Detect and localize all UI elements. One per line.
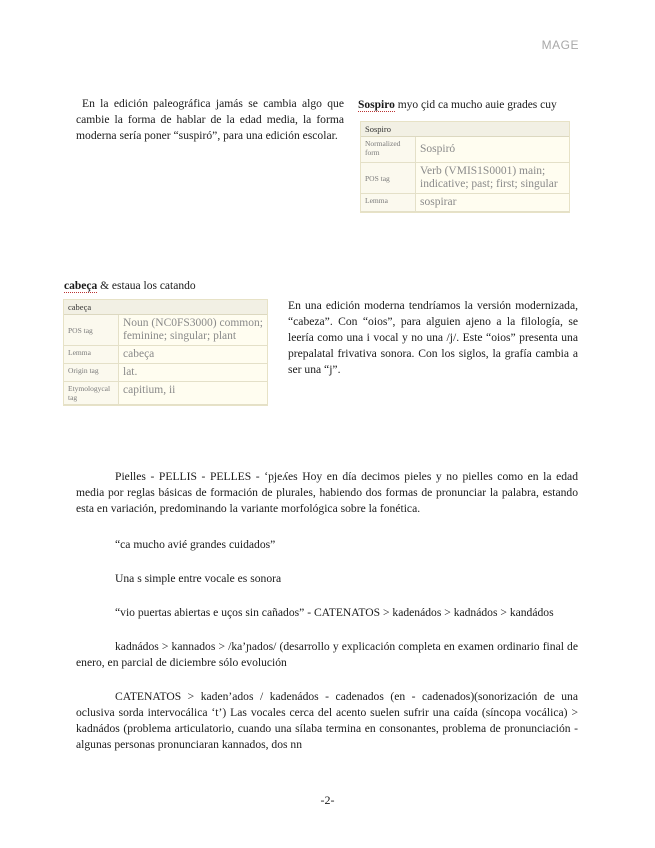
tooltip-key: POS tag [64, 315, 119, 346]
tooltip-title: Sospiro [361, 122, 569, 137]
tooltip-row [64, 315, 267, 346]
tooltip-value: lat. [119, 364, 268, 382]
annotated-line-1 [358, 99, 557, 111]
body-paragraph: Una s simple entre vocale es sonora [115, 572, 282, 585]
tooltip-key: Etymologycal tag [64, 382, 119, 405]
tooltip-table [361, 137, 569, 212]
tooltip-key: Origin tag [64, 364, 119, 382]
page-number: -2- [320, 793, 335, 807]
annotated-line-text: & estaua los catando [97, 280, 196, 292]
paragraph-paleographic: En la edición paleográfica jamás se cambia algo que cambie la forma de hablar de la edad media, la forma moderna sería poner “suspiró”, para una edición escolar. [76, 97, 344, 142]
annotated-line-text: myo çid ca mucho auie grades cuy [394, 99, 557, 111]
tooltip-row [64, 382, 267, 405]
body-paragraph: CATENATOS > kaden’ados / kadenádos - cadenados (en - cadenados)(sonorización de una oclusiva sorda intervocálica ‘t’) Las vocales cerca del acento suelen sufrir una caída (síncopa vocálica) > kadnádos (problema articulatorio, cuando una sílaba termina en consonantes, problema de pronunciación - algunas personas pronunciaran kannados, dos nn [76, 690, 578, 751]
body-paragraph: Pielles - PELLIS - PELLES - ‘pjeʎes Hoy en día decimos pieles y no pielles como en la edad media por reglas básicas de formación de plurales, habiendo dos formas de pronunciar la palabra, estando esta en variación, predominando la variante morfológica sobre la fonética. [76, 470, 578, 515]
tooltip-key: Normalized form [361, 137, 416, 163]
tooltip-row [361, 137, 569, 163]
paragraph-modern-edition: En una edición moderna tendríamos la versión modernizada, “cabeza”. Con “oios”, para alguien ajeno a la filología, se leería como una i vocal y no una /j/. Este “oios” presenta una prepalatal frivativa sonora. Con los siglos, la grafía cambia a ser una “j”. [288, 299, 578, 376]
body-paragraph: “vio puertas abiertas e uços sin cañados” - CATENATOS > kadenádos > kadnádos > kandádos [115, 606, 554, 619]
tooltip-key: Lemma [64, 346, 119, 364]
tooltip-row [64, 346, 267, 364]
tooltip-value: Verb (VMIS1S0001) main; indicative; past; first; singular [416, 163, 570, 194]
word-annotation-tooltip [360, 121, 570, 213]
tooltip-row [361, 163, 569, 194]
annotated-line-2 [64, 280, 196, 292]
tooltip-key: Lemma [361, 194, 416, 212]
annotated-word[interactable]: cabeça [64, 280, 98, 292]
tooltip-value: sospirar [416, 194, 570, 212]
tooltip-value: Noun (NC0FS3000) common; feminine; singular; plant [119, 315, 268, 346]
tooltip-value: capitium, ii [119, 382, 268, 405]
tooltip-value: Sospiró [416, 137, 570, 163]
tooltip-value: cabeça [119, 346, 268, 364]
body-paragraph: kadnádos > kannados > /ka’ɲados/ (desarrollo y explicación completa en examen ordinario final de enero, en parcial de diciembre sólo evolución [76, 640, 578, 669]
body-paragraph: “ca mucho avié grandes cuidados” [115, 538, 276, 551]
annotated-word[interactable]: Sospiro [358, 99, 395, 111]
word-annotation-tooltip [63, 299, 268, 406]
page-header: MAGE [541, 38, 579, 52]
tooltip-row [361, 194, 569, 212]
tooltip-title: cabeça [64, 300, 267, 315]
tooltip-key: POS tag [361, 163, 416, 194]
tooltip-table [64, 315, 267, 405]
tooltip-row [64, 364, 267, 382]
